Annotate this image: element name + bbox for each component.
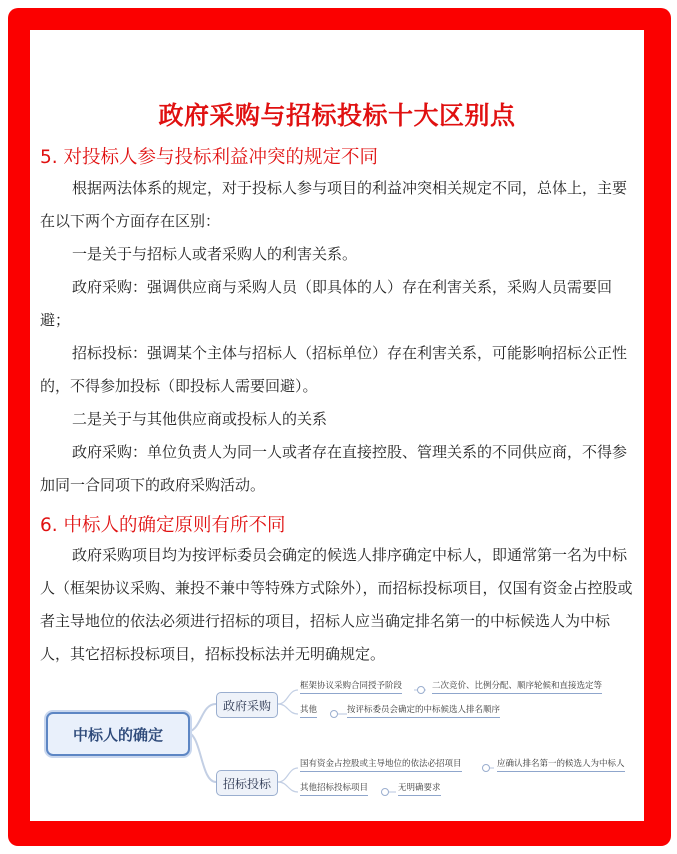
article-paper [30,30,644,821]
section-6-heading: 6. 中标人的确定原则有所不同 [40,515,286,536]
mindmap-branch-bid: 招标投标 [216,770,278,796]
mindmap-expand-icon [330,710,338,718]
section-5-paragraph-5: 二是关于与其他供应商或投标人的关系 [72,410,328,428]
mindmap-leaf-bid-2: 其他招标投标项目 [300,781,368,796]
mindmap-expand-icon [381,788,389,796]
mindmap [42,678,642,813]
mindmap-leaf-bid-1-child: 应确认排名第一的候选人为中标人 [497,757,625,772]
section-5-paragraph-1: 根据两法体系的规定，对于投标人参与项目的利益冲突相关规定不同，总体上，主要在以下两个方面存在区别： [40,179,628,230]
section-5-heading: 5. 对投标人参与投标利益冲突的规定不同 [40,147,379,168]
mindmap-leaf-gov-2-child: 按评标委员会确定的中标候选人排名顺序 [347,703,500,718]
mindmap-leaf-bid-2-child: 无明确要求 [398,781,441,796]
mindmap-leaf-gov-2: 其他 [300,703,317,718]
mindmap-leaf-bid-1: 国有资金占控股或主导地位的依法必招项目 [300,757,462,772]
section-6-paragraph: 政府采购项目均为按评标委员会确定的候选人排序确定中标人，即通常第一名为中标人（框架协议采购、兼投不兼中等特殊方式除外），而招标投标项目，仅国有资金占控股或者主导地位的依法必须进行招标的项目，招标人应当确定排名第一的中标候选人为中标人，其它招标投标项目，招标投标法并无明确规定。 [40,546,633,663]
mindmap-root: 中标人的确定 [46,712,190,756]
mindmap-leaf-gov-1-child: 二次竞价、比例分配、顺序轮候和直接选定等 [432,679,602,694]
section-5-paragraph-2: 一是关于与招标人或者采购人的利害关系。 [72,245,358,263]
section-5-paragraph-4: 招标投标：强调某个主体与招标人（招标单位）存在利害关系，可能影响招标公正性的，不得参加投标（即投标人需要回避）。 [40,344,628,395]
mindmap-expand-icon [417,686,425,694]
page-title: 政府采购与招标投标十大区别点 [158,101,516,130]
mindmap-expand-icon [482,764,490,772]
mindmap-branch-gov: 政府采购 [216,692,278,718]
section-5-paragraph-3: 政府采购：强调供应商与采购人员（即具体的人）存在利害关系，采购人员需要回避； [40,278,613,329]
section-5-paragraph-6: 政府采购：单位负责人为同一人或者存在直接控股、管理关系的不同供应商，不得参加同一合同项下的政府采购活动。 [40,443,628,494]
mindmap-leaf-gov-1: 框架协议采购合同授予阶段 [300,679,402,694]
